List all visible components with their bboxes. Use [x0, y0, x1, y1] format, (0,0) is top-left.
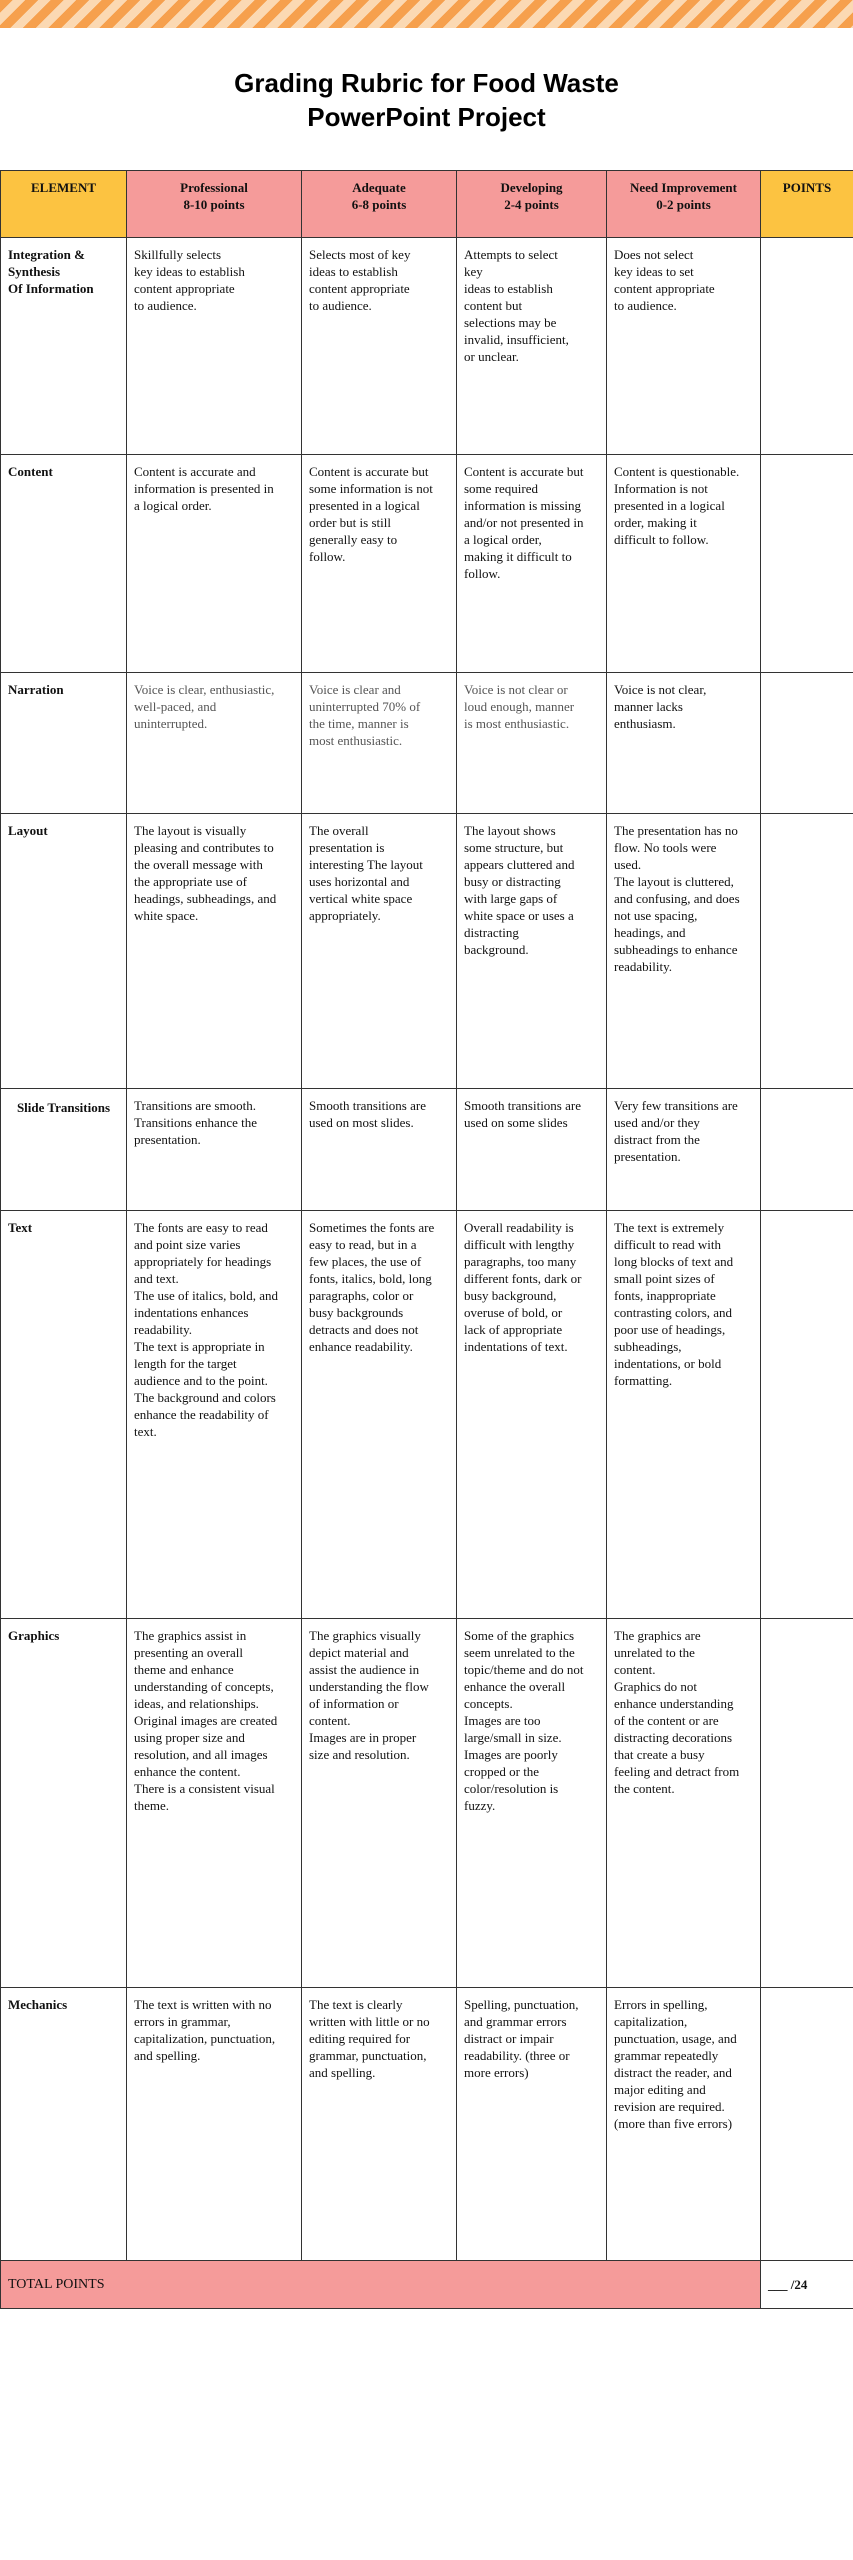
- total-row: [1, 2261, 853, 2309]
- criteria-needs-improvement: Very few transitions are used and/or they distract from the presentation.: [607, 1089, 761, 1211]
- grading-rubric-table: [0, 170, 853, 2309]
- header-needs-improvement: [607, 171, 761, 238]
- total-points-label: TOTAL POINTS: [1, 2261, 761, 2309]
- criteria-professional: Transitions are smooth. Transitions enhance the presentation.: [127, 1089, 302, 1211]
- header-professional-points: 8-10 points: [183, 197, 245, 212]
- element-cell-mechanics: [1, 1988, 127, 2261]
- rubric-row-narration: [1, 673, 853, 814]
- header-professional-label: Professional: [180, 180, 248, 195]
- criteria-adequate: The overall presentation is interesting The layout uses horizontal and vertical white space appropriately.: [302, 814, 457, 1089]
- header-element-label: ELEMENT: [30, 180, 96, 195]
- element-label-line: Content: [8, 464, 53, 479]
- header-developing-label: Developing: [500, 180, 563, 195]
- element-cell-text: [1, 1211, 127, 1619]
- criteria-developing: Voice is not clear or loud enough, manner is most enthusiastic.: [457, 673, 607, 814]
- criteria-needs-improvement: The text is extremely difficult to read with long blocks of text and small point sizes of fonts, inappropriate contrasting colors, and poor use of headings, subheadings, indentations, or bold formatting.: [607, 1211, 761, 1619]
- element-cell-narration: [1, 673, 127, 814]
- criteria-adequate: The graphics visually depict material and assist the audience in understanding the flow of information or content. Images are in proper size and resolution.: [302, 1619, 457, 1988]
- rubric-row-slide-transitions: [1, 1089, 853, 1211]
- element-label-line: Synthesis: [8, 264, 61, 279]
- criteria-professional: Content is accurate and information is presented in a logical order.: [127, 455, 302, 673]
- criteria-developing: Some of the graphics seem unrelated to the topic/theme and do not enhance the overall concepts. Images are too large/small in size. Images are poorly cropped or the color/resolution is fuzzy.: [457, 1619, 607, 1988]
- element-label-line: Graphics: [8, 1628, 60, 1643]
- points-cell[interactable]: [761, 673, 853, 814]
- title-line-1: Grading Rubric for Food Waste: [234, 68, 619, 98]
- criteria-adequate: The text is clearly written with little or no editing required for grammar, punctuation, and spelling.: [302, 1988, 457, 2261]
- points-cell[interactable]: [761, 1619, 853, 1988]
- element-label-line: Of Information: [8, 281, 94, 296]
- element-label-line: Mechanics: [8, 1997, 68, 2012]
- points-cell[interactable]: [761, 1089, 853, 1211]
- criteria-developing: Overall readability is difficult with lengthy paragraphs, too many different fonts, dark or busy background, overuse of bold, or lack of appropriate indentations of text.: [457, 1211, 607, 1619]
- header-points-label: POINTS: [782, 180, 832, 195]
- criteria-adequate: Voice is clear and uninterrupted 70% of the time, manner is most enthusiastic.: [302, 673, 457, 814]
- element-cell-slide-transitions: [1, 1089, 127, 1211]
- criteria-developing: Attempts to select key ideas to establish content but selections may be invalid, insufficient, or unclear.: [457, 238, 607, 455]
- header-adequate-points: 6-8 points: [351, 197, 407, 212]
- rubric-row-graphics: [1, 1619, 853, 1988]
- points-cell[interactable]: [761, 814, 853, 1089]
- header-points: [761, 171, 853, 238]
- criteria-needs-improvement: The presentation has no flow. No tools were used. The layout is cluttered, and confusing, and does not use spacing, headings, and subheadings to enhance readability.: [607, 814, 761, 1089]
- points-cell[interactable]: [761, 238, 853, 455]
- criteria-adequate: Smooth transitions are used on most slides.: [302, 1089, 457, 1211]
- criteria-developing: Content is accurate but some required information is missing and/or not presented in a logical order, making it difficult to follow.: [457, 455, 607, 673]
- header-element: [1, 171, 127, 238]
- criteria-professional: The graphics assist in presenting an overall theme and enhance understanding of concepts, ideas, and relationships. Original images are created using proper size and resolution, and all images enhance the content. There is a consistent visual theme.: [127, 1619, 302, 1988]
- header-row: [1, 171, 853, 238]
- criteria-adequate: Content is accurate but some information is not presented in a logical order but is still generally easy to follow.: [302, 455, 457, 673]
- criteria-professional: The layout is visually pleasing and contributes to the overall message with the appropriate use of headings, subheadings, and white space.: [127, 814, 302, 1089]
- header-needs-label: Need Improvement: [630, 180, 737, 195]
- header-adequate: [302, 171, 457, 238]
- element-label-line: Slide Transitions: [16, 1100, 111, 1115]
- criteria-needs-improvement: Voice is not clear, manner lacks enthusiasm.: [607, 673, 761, 814]
- criteria-professional: Skillfully selects key ideas to establish content appropriate to audience.: [127, 238, 302, 455]
- element-cell-integration: [1, 238, 127, 455]
- criteria-professional: The fonts are easy to read and point size varies appropriately for headings and text. The use of italics, bold, and indentations enhances readability. The text is appropriate in length for the target audience and to the point. The background and colors enhance the readability of text.: [127, 1211, 302, 1619]
- rubric-row-integration: [1, 238, 853, 455]
- header-professional: [127, 171, 302, 238]
- page-title: [0, 66, 853, 134]
- criteria-needs-improvement: Content is questionable. Information is not presented in a logical order, making it difficult to follow.: [607, 455, 761, 673]
- criteria-needs-improvement: Does not select key ideas to set content appropriate to audience.: [607, 238, 761, 455]
- criteria-developing: Smooth transitions are used on some slides: [457, 1089, 607, 1211]
- header-developing: [457, 171, 607, 238]
- rubric-row-layout: [1, 814, 853, 1089]
- total-points-score[interactable]: ___ /24: [761, 2261, 853, 2309]
- header-adequate-label: Adequate: [352, 180, 406, 195]
- header-needs-points: 0-2 points: [656, 197, 711, 212]
- element-label-line: Layout: [8, 823, 48, 838]
- criteria-developing: The layout shows some structure, but appears cluttered and busy or distracting with large gaps of white space or uses a distracting background.: [457, 814, 607, 1089]
- element-cell-content: [1, 455, 127, 673]
- element-cell-graphics: [1, 1619, 127, 1988]
- criteria-professional: Voice is clear, enthusiastic, well-paced, and uninterrupted.: [127, 673, 302, 814]
- element-label-line: Text: [8, 1220, 33, 1235]
- points-cell[interactable]: [761, 455, 853, 673]
- element-label-line: Integration &: [8, 247, 85, 262]
- points-cell[interactable]: [761, 1211, 853, 1619]
- criteria-adequate: Selects most of key ideas to establish content appropriate to audience.: [302, 238, 457, 455]
- criteria-needs-improvement: The graphics are unrelated to the content. Graphics do not enhance understanding of the content or are distracting decorations that create a busy feeling and detract from the content.: [607, 1619, 761, 1988]
- criteria-needs-improvement: Errors in spelling, capitalization, punctuation, usage, and grammar repeatedly distract the reader, and major editing and revision are required. (more than five errors): [607, 1988, 761, 2261]
- criteria-adequate: Sometimes the fonts are easy to read, but in a few places, the use of fonts, italics, bold, long paragraphs, color or busy backgrounds detracts and does not enhance readability.: [302, 1211, 457, 1619]
- rubric-row-content: [1, 455, 853, 673]
- rubric-row-text: [1, 1211, 853, 1619]
- criteria-professional: The text is written with no errors in grammar, capitalization, punctuation, and spelling.: [127, 1988, 302, 2261]
- decorative-top-stripe: [0, 0, 853, 28]
- criteria-developing: Spelling, punctuation, and grammar errors distract or impair readability. (three or more errors): [457, 1988, 607, 2261]
- points-cell[interactable]: [761, 1988, 853, 2261]
- header-developing-points: 2-4 points: [504, 197, 559, 212]
- element-cell-layout: [1, 814, 127, 1089]
- title-line-2: PowerPoint Project: [307, 102, 546, 132]
- rubric-row-mechanics: [1, 1988, 853, 2261]
- element-label-line: Narration: [8, 682, 64, 697]
